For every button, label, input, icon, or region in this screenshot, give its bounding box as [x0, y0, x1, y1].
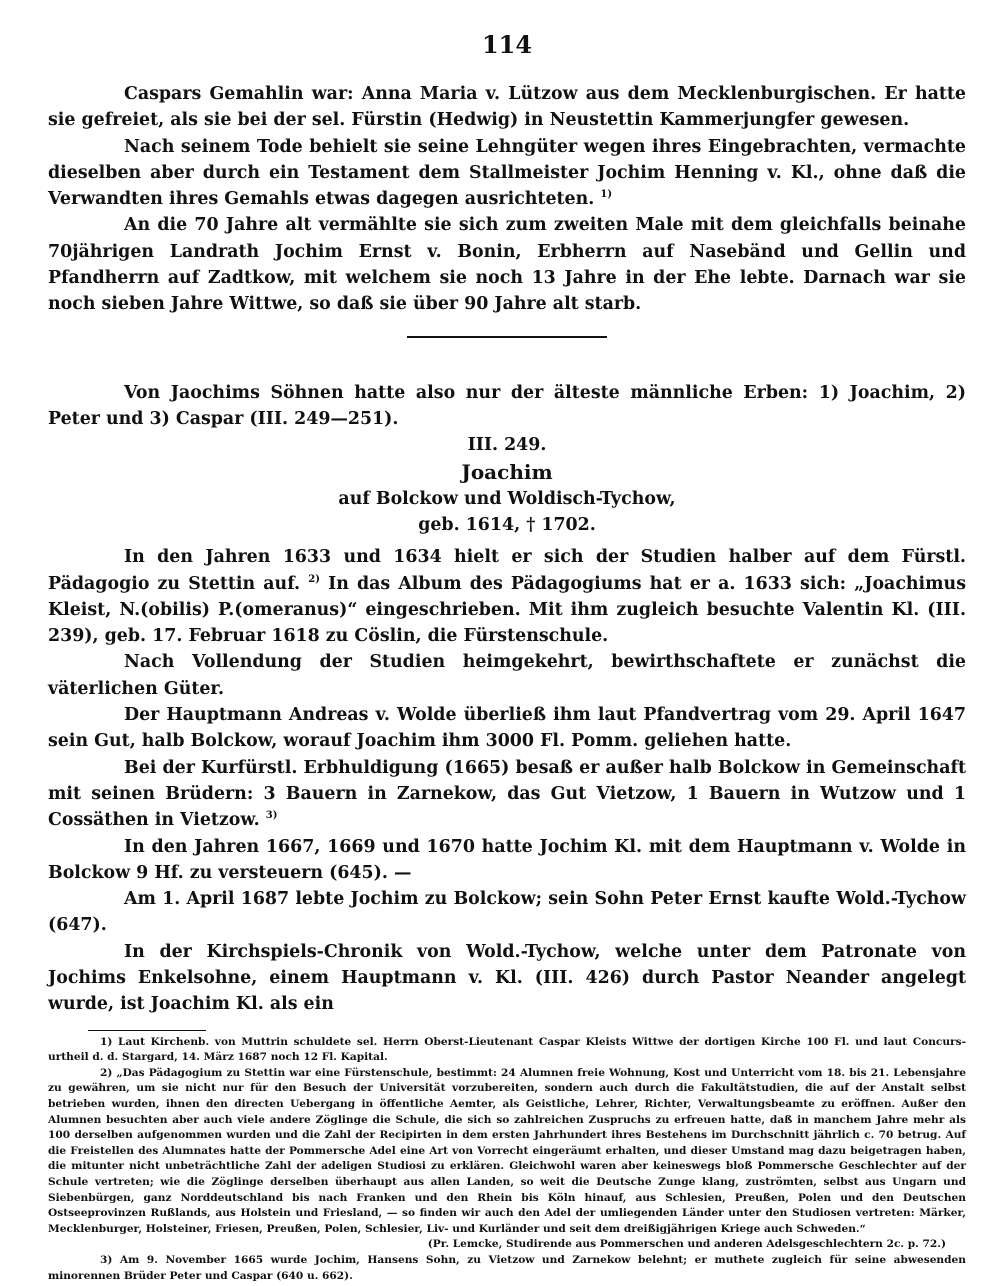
paragraph: Caspars Gemahlin war: Anna Maria v. Lützow aus dem Mecklenburgischen. Er hatte sie gefreiet, als sie bei der sel. Fürstin (Hedwig) in Neustettin Kammerjungfer gewesen.	[48, 84, 966, 131]
footnote-2: 2) „Das Pädagogium zu Stettin war eine Fürstenschule, bestimmt: 24 Alumnen freie Wohnung, Kost und Unterricht vom 18. bis 21. Lebensjahre zu gewähren, um sie nicht nur für den Besuch der Universität vorzubereiten, sondern auch durch die Fakultätstudien, die auf der Anstalt selbst betrieben wurden, ihnen den directen Uebergang in öffentliche Aemter, als Geistliche, Lehrer, Richter, Verwaltungsbeamte zu eröffnen. Außer den Alumnen besuchten aber auch viele andere Zöglinge die Schule, die sich so zahlreichen Zuspruchs zu erfreuen hatte, daß in manchem Jahre mehr als 100 derselben aufgenommen wurden und die Zahl der Recipirten in dem ersten Jahrhundert ihres Bestehens im Durchschnitt jährlich c. 70 betrug. Auf die Freistellen des Alumnates hatte der Pommersche Adel eine Art von Vorrecht eingeräumt erhalten, und dieser Umstand mag dazu beigetragen haben, die mitunter nicht unbeträchtliche Zahl der adeligen Studiosi zu erklären. Gleichwohl waren aber keineswegs bloß Pommersche Geschlechter auf der Schule vertreten; wie die Zöglinge derselben überhaupt aus allen Landen, so weit die Deutsche Zunge klang, zuströmten, selbst aus Ungarn und Siebenbürgen, ganz Norddeutschland bis nach Franken und den Rhein bis Köln hinauf, aus Schlesien, Preußen, Polen und den Deutschen Ostseeprovinzen Rußlands, aus Holstein und Friesland, — so finden wir auch den Adel der umliegenden Länder unter den Studiosen vertreten: Märker, Mecklenburger, Holsteiner, Friesen, Preußen, Polen, Schlesier, Liv- und Kurländer und seit dem dreißigjährigen Kriege auch Schweden.“	[48, 1066, 966, 1235]
paragraph-text: In den Jahren 1633 und 1634 hielt er sich der Studien halber auf dem Fürstl. Pädagogio zu Stettin auf.	[48, 547, 966, 594]
section-estates: auf Bolckow und Woldisch-Tychow,	[338, 489, 676, 510]
paragraph: An die 70 Jahre alt vermählte sie sich zum zweiten Male mit dem gleichfalls beinahe 70jährigen Landrath Jochim Ernst v. Bonin, Erbherrn auf Nasebänd und Gellin und Pfandherrn auf Zadtkow, mit welchem sie noch 13 Jahre in der Ehe lebte. Darnach war sie noch sieben Jahre Wittwe, so daß sie über 90 Jahre alt starb.	[48, 215, 966, 315]
body-text-intro	[48, 380, 966, 433]
paragraph-text: Bei der Kurfürstl. Erbhuldigung (1665) besaß er außer halb Bolckow in Gemeinschaft mit seinen Brüdern: 3 Bauern in Zarnekow, das Gut Vietzow, 1 Bauern in Wutzow und 1 Cossäthen in Vietzow.	[48, 757, 966, 831]
paragraph: Von Jaochims Söhnen hatte also nur der älteste männliche Erben: 1) Joachim, 2) Peter und 3) Caspar (III. 249—251).	[48, 382, 966, 429]
footnote-divider	[88, 1030, 206, 1031]
section-dates: geb. 1614, † 1702.	[418, 515, 596, 536]
paragraph	[48, 544, 966, 649]
paragraph: In der Kirchspiels-Chronik von Wold.-Tychow, welche unter dem Patronate von Jochims Enkelsohne, einem Hauptmann v. Kl. (III. 426) durch Pastor Neander angelegt wurde, ist Joachim Kl. als ein	[48, 941, 966, 1015]
page-number: 114	[481, 30, 533, 59]
section-heading	[48, 432, 966, 538]
paragraph: Am 1. April 1687 lebte Jochim zu Bolckow; sein Sohn Peter Ernst kaufte Wold.-Tychow (647).	[48, 889, 966, 936]
document-page	[48, 30, 966, 1284]
footnote-3: 3) Am 9. November 1665 wurde Jochim, Hansens Sohn, zu Vietzow und Zarnekow belehnt; er muthete zugleich für seine abwesenden minorennen Brüder Peter und Caspar (640 u. 662).	[48, 1253, 966, 1282]
footnote-2-source: (Pr. Lemcke, Studirende aus Pommerschen und anderen Adelsgeschlechtern 2c. p. 72.)	[427, 1238, 946, 1251]
section-person-name: Joachim	[461, 460, 553, 485]
paragraph	[48, 755, 966, 834]
section-number: III. 249.	[467, 435, 547, 456]
footnote-ref: 1)	[600, 189, 613, 201]
footnotes	[48, 1035, 966, 1285]
section-divider	[407, 336, 607, 338]
paragraph-text: Nach seinem Tode behielt sie seine Lehngüter wegen ihres Eingebrachten, vermachte dieselben aber durch ein Testament dem Stallmeister Jochim Henning v. Kl., ohne daß die Verwandten ihres Gemahls etwas dagegen ausrichteten.	[48, 136, 966, 210]
footnote-ref: 2)	[308, 573, 320, 585]
footnote-ref: 3)	[265, 810, 278, 822]
paragraph-text: In das Album des Pädagogiums hat er a. 1633 sich: „Joachimus Kleist, N.(obilis) P.(omeranus)“ eingeschrieben. Mit ihm zugleich besuchte Valentin Kl. (III. 239), geb. 17. Februar 1618 zu Cöslin, die Fürstenschule.	[48, 573, 966, 647]
body-text-upper	[48, 81, 966, 318]
paragraph: In den Jahren 1667, 1669 und 1670 hatte Jochim Kl. mit dem Hauptmann v. Wolde in Bolckow 9 Hf. zu versteuern (645). —	[48, 836, 966, 883]
body-text-section	[48, 544, 966, 1017]
footnote-1: 1) Laut Kirchenb. von Muttrin schuldete sel. Herrn Oberst-Lieutenant Caspar Kleists Wittwe der dortigen Kirche 100 Fl. und laut Concurs-urtheil d. d. Stargard, 14. März 1687 noch 12 Fl. Kapital.	[48, 1035, 966, 1064]
paragraph	[48, 134, 966, 213]
paragraph: Nach Vollendung der Studien heimgekehrt, bewirthschaftete er zunächst die väterlichen Güter.	[48, 652, 966, 699]
paragraph: Der Hauptmann Andreas v. Wolde überließ ihm laut Pfandvertrag vom 29. April 1647 sein Gut, halb Bolckow, worauf Joachim ihm 3000 Fl. Pomm. geliehen hatte.	[48, 705, 966, 752]
